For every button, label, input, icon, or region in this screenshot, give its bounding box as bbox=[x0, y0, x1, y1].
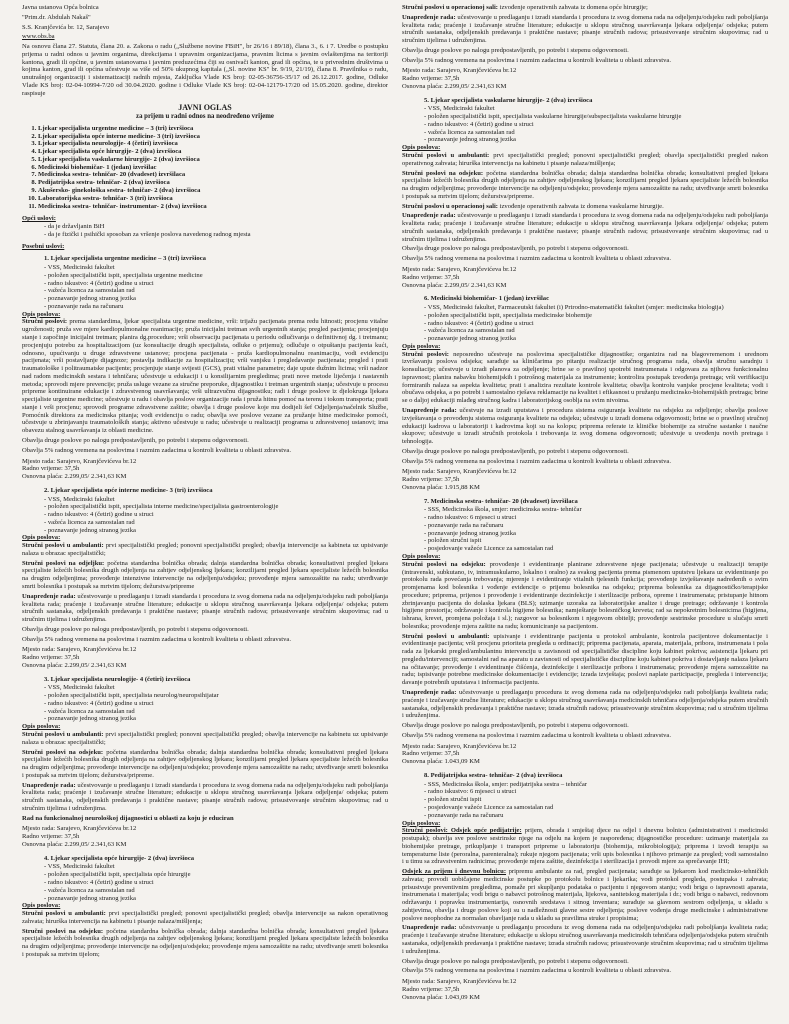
duties-paragraph bbox=[402, 924, 768, 955]
duties-paragraph bbox=[402, 170, 768, 201]
duties-paragraph bbox=[402, 633, 768, 687]
work-hours: Radno vrijeme: 37,5h bbox=[22, 654, 80, 662]
duties-lead: Stručni poslovi na odsjeku: bbox=[402, 560, 486, 568]
position-7-title: 7. Medicinska sestra- tehničar- 20 (dvadeset) izvršilaca bbox=[424, 497, 578, 505]
condition-item: - radno iskustvo: 4 (četiri) godine u struci bbox=[44, 511, 388, 519]
other-duties: Obavlja druge poslove po nalogu predpostavljenih, po potrebi i stepenu odgovornosti. bbox=[402, 722, 629, 730]
work-place: Mjesto rada: Sarajevo, Kranjčevićeva br.12 bbox=[22, 825, 137, 833]
duties-lead: Stručni poslovi na odsjeku: bbox=[402, 169, 484, 177]
position-1-meta bbox=[22, 458, 388, 481]
duties-lead: Stručni poslovi u ambulanti: bbox=[22, 910, 106, 918]
position-5-title: 5. Ljekar specijalista vaskularne hirurgije- 2 (dva) izvršioca bbox=[424, 96, 593, 104]
duties-text: učestvuje na izradi uputstava i procedura sistema osiguranja kvalitete na odsjeku za odjeljenje; obavlja poslove izvještavanja o provođenju sistema osiguranja kvalitete na odsjeku; učestvuje u izradi domena odgovornosti; brine se o pravilnoj stručnoj edukaciji kadrova u laboratoriji i kadrovima koji su na kolopu; priprema referate iz kliničke biohemije za stručne sastanke i naučne skupove; učestvuje u izradi stručnih protokola i trebovanja iz svog domena odgovornosti; učestvuje u uvođenju novih pretraga i tehnologija. bbox=[402, 406, 768, 446]
quality-duties: Obavlja 5% radnog vremena na poslovima i razmim zadacima u kontroli kvaliteta u oblasti zdravstva. bbox=[402, 967, 671, 975]
general-conditions-heading: Opći uslovi: bbox=[22, 215, 56, 223]
quality-duties: Obavlja 5% radnog vremena na poslovima i razmim zadacima u kontroli kvaliteta u oblasti zdravstva. bbox=[22, 446, 291, 454]
position-1-conditions bbox=[44, 264, 388, 311]
left-column bbox=[22, 4, 388, 1024]
quality-duties: Obavlja 5% radnog vremena na poslovima i razmim zadacima u kontroli kvaliteta u oblasti zdravstva. bbox=[402, 731, 671, 739]
position-8-conditions bbox=[424, 781, 768, 820]
other-duties: Obavlja druge poslove po nalogu predpostavljenih, po potrebi i stepenu odgovornosti. bbox=[402, 447, 629, 455]
condition-item: - položen specijalistički ispit, specijalista medicinske biohemije bbox=[424, 312, 768, 320]
duties-lead: Unapređenje rada: bbox=[22, 592, 76, 600]
position-3-title: 3. Ljekar specijalista neurologije- 4 (četiri) izvršioca bbox=[44, 675, 191, 683]
header-line: "Prim.dr. Abdulah Nakaš" bbox=[22, 13, 91, 21]
duties-text: prvi specijalistički pregled; ponovni specijalistički pregled; obavlja intervencije na kabinetu uz upisivanje nalaza u obrazac specijalistički; bbox=[22, 731, 388, 746]
condition-item: - poznavanje rada na računaru bbox=[424, 812, 768, 820]
base-salary: Osnovna plaća: 2.299,05/ 2.341,63 KM bbox=[22, 473, 127, 481]
condition-item: - SSS, Medicinska škola, smjer: medicinska sestra- tehničar bbox=[424, 506, 768, 514]
position-6-meta bbox=[402, 468, 768, 491]
duties-lead: Unapređenje rada: bbox=[402, 13, 456, 21]
duties-text: učestvovanje u predlaganju procedura iz svog domena rada na odjeljenju/odsjeku radi poboljšanja kvaliteta rada; praćenje i izučavanje stručne literature; edukacije u sklopu stručnog usavršavanja medicinskih tehničara odjeljenja/odsjeka putem stručnih sastanaka, odjeljenskih predavanja i praktične nastave; izrada stručnih radova; prisustvovanje stručnim skupovima; rad u stručnim tijelima i udruženjima. bbox=[402, 689, 768, 720]
condition-item: - radno iskustvo: 6 mjeseci u struci bbox=[424, 788, 768, 796]
duties-text: učestvovanje u predlaganju i izradi standarda i procedura iz svog domena rada na odjeljenju/odsjeku radi poboljšanja kvaliteta rada; praćenje i izučavanje stručne literature; edukacije u sklopu stručnog usavršavanja ljekara odjeljenja/ odsjeka; putem stručnih sastanaka, odjeljenskih predavanja i praktične nastave; pisanje stručnih radova; prisustvovanje stručnim skupovima; rad u stručnim tijelima i udruženjima. bbox=[22, 592, 388, 624]
duties-heading: Opis poslova: bbox=[402, 553, 441, 560]
duties-text: upisivanje i evidentiranje pacijenta u protokol ambulante, kontrola pacijentove dokumentacije i evidentiranje pacijenta; vrši procjenu prioriteta pregleda u ordinaciji; priprema pacijenata, aparata, materijala, pribora, instrumenata i pola rada za ljekarski pregled/ambulantnu intervenciju u zavisnosti od specijalističke discipline koju kabinet pokriva; asistencija ljekaru pri pregledu/intervenciji; samostalni rad na aparatu u zavisnosti od specijalističke discipline koju kabinet pokriva i dostavljanje nalaza ljekaru na očitavanje; provođenje i evidentiranje čišćenja, dezinfekcije i sterilizacije pribora i instrumenata; provođenje mjera samozaštite na radu; ispisivanje potrebne medicinske dokumentacije i evidencije; izrada izvještaja; poslovi naplate participacije, pregleda i intervencija; davanje potrebnih uputstava i informacija pacijentu. bbox=[402, 632, 768, 687]
duties-paragraph bbox=[22, 782, 388, 813]
position-item: 4. Ljekar specijalista opće hirurgije- 2 (dva) izvršioca bbox=[38, 148, 388, 156]
condition-item: - radno iskustvo: 4 (četiri) godine u struci bbox=[424, 320, 768, 328]
duties-heading: Opis poslova: bbox=[22, 902, 61, 910]
condition-item: - važeća licenca za samostalan rad bbox=[44, 708, 388, 716]
condition-item: - radno iskustvo: 6 mjeseci u struci bbox=[424, 514, 768, 522]
duties-text: učestvovanje u predlaganju i izradi standarda i procedura iz svog domena rada na odjeljenju/odsjeku radi poboljšanja kvaliteta rada; praćenje i izučavanje stručne literature; edukacije u sklopu stručnog usavršavanja ljekara odjeljenja/ odsjeka; putem stručnih sastanaka, odjeljenskih predavanja i praktične nastave; pisanje stručnih radova; prisustvovanje stručnim skupovima; rad u stručnim tijelima i udruženjima. bbox=[22, 781, 388, 812]
duties-lead: Unapređenje rada: bbox=[402, 406, 457, 414]
position-item: 2. Ljekar specijalista opće interne medicine- 3 (tri) izvršioca bbox=[38, 133, 388, 141]
work-place: Mjesto rada: Sarajevo, Kranjčevićeva br.12 bbox=[22, 457, 137, 465]
condition-item: - radno iskustvo: 4 (četiri) godine u struci bbox=[424, 121, 768, 129]
base-salary: Osnovna plaća: 1.915,88 KM bbox=[402, 483, 480, 491]
general-conditions-list bbox=[44, 223, 388, 239]
condition-item: - položen stručni ispit bbox=[424, 796, 768, 804]
condition-item: - radno iskustvo: 4 (četiri) godine u struci bbox=[44, 280, 388, 288]
duties-text: prijem, obrada i smještaj djece na odjel i dnevnu bolnicu (administrativni i medicinski postupak); obavlja sve poslove sestrinske njege na odjelu na kojem je raspoređena; dijagnostičke procedure: uzimanje materijala za biohemijske pretrage, prikupljanje i transport pripreme u laboratoriju (biohemija, mikrobiologija); priprema i izvodi terapiju sa temperaturne liste (peroralna, parenteralna); rukuje njegom pacijenata; vrši upis bolesnika i njihovo primanje za pregled; vodi samostalno i u timu sa zdravstvenim radnicima; provođenje mjera zaštite, dezinfekcija i sterilizacija i provodi mjere za sprečavanje IHI; bbox=[402, 827, 768, 866]
header-line: Javna ustanova Opća bolnica bbox=[22, 4, 99, 11]
condition-item: - položen specijalistički ispit, specijalista opće hirurgije bbox=[44, 871, 388, 879]
duties-paragraph bbox=[22, 542, 388, 558]
position-5-conditions bbox=[424, 105, 768, 144]
duties-lead: Unapređenje rada: bbox=[402, 689, 457, 697]
duties-paragraph bbox=[22, 318, 388, 434]
work-place: Mjesto rada: Sarajevo, Kranjčevićeva br.12 bbox=[402, 742, 517, 750]
condition-item: - važeća licenca za samostalan rad bbox=[424, 327, 768, 335]
position-3-meta bbox=[22, 825, 388, 848]
condition-item: - važeća licenca za samostalan rad bbox=[424, 129, 768, 137]
duties-lead: Stručni poslovi u ambulanti: bbox=[402, 632, 490, 640]
condition-item: - položen specijalistički ispit, specijalista interne medicine/specijalista gastroenterologije bbox=[44, 503, 388, 511]
condition-item: - poznavanje jednog stranog jezika bbox=[44, 527, 388, 535]
condition-item: - poznavanje jednog stranog jezika bbox=[44, 895, 388, 903]
duties-paragraph bbox=[402, 152, 768, 168]
condition-item: - poznavanje jednog stranog jezika bbox=[424, 335, 768, 343]
position-4-meta bbox=[402, 67, 768, 90]
position-7-meta bbox=[402, 743, 768, 766]
duties-lead: Stručni poslovi u ambulanti: bbox=[22, 542, 104, 550]
duties-lead: Stručni poslovi: Odsjek opće pedijatrije: bbox=[402, 827, 522, 835]
position-item: 8. Pedijatrijska sestra- tehničar- 2 (dva) izvršioca bbox=[38, 179, 388, 187]
position-8-title: 8. Pedijatrijska sestra- tehničar- 2 (dva) izvršioca bbox=[424, 771, 563, 779]
duties-lead: Stručni poslovi na odjeljku: bbox=[22, 559, 105, 567]
other-duties: Obavlja druge poslove po nalogu predpostavljenih, po potrebi i stepenu odgovornosti. bbox=[402, 957, 629, 965]
condition-item: - radno iskustvo: 4 (četiri) godine u struci bbox=[44, 700, 388, 708]
duties-paragraph bbox=[402, 212, 768, 243]
duties-paragraph bbox=[402, 14, 768, 45]
duties-heading: Opis poslova: bbox=[402, 342, 441, 350]
duties-paragraph bbox=[402, 689, 768, 720]
base-salary: Osnovna plaća: 1.043,09 KM bbox=[402, 758, 480, 766]
duties-lead: Stručni poslovi u operacionoj sali: bbox=[402, 202, 498, 210]
duties-lead: Unapređenje rada: bbox=[22, 781, 76, 789]
position-item: 11. Medicinska sestra- tehničar- instrumentar- 2 (dva) izvršioca bbox=[38, 203, 388, 211]
position-4-conditions bbox=[44, 863, 388, 902]
duties-text: učestvovanje u predlaganju procedura iz svog domena rada na odjeljenju/odsjeku radi poboljšanja kvaliteta rada; praćenje i izučavanje stručne literature; edukacije u sklopu stručnog usavršavanja medicinskih tehničara odjeljenja/odsjeka putem stručnih sastanaka, odjeljenskih predavanja i praktične nastave; izrada stručnih radova; prisustvovanje stručnim skupovima; rad u stručnim tijelima i udruženjima. bbox=[402, 924, 768, 955]
base-salary: Osnovna plaća: 1.043,09 KM bbox=[402, 993, 480, 1001]
work-place: Mjesto rada: Sarajevo, Kranjčevićeva br.12 bbox=[402, 265, 517, 273]
duties-text: provođenje i evidentiranje planirane zdravstvene njege pacijenata; učestvuje u realizaciji terapije (intravenski, subkutano, iv, intramuskularno, lokalno i oralno) za svakog pacijenta prema pismenom uputstvu ljekara uz evidentiranje po protokolu rada povećanja trebovanja; mjerenje i evidentiranje vitalnih tjelesnih funkcija; provođenje izvještavanje nadređenih o svim promjenama kod bolesnika i vođenje evidencije o prijemu bolesnika na odsjeku; priprema bolesnika za dijagnostičko/terapijske procedure; priprema, prijenos i provođenje i evidentiranje dezinfekcije i sterilizacije pribora, opreme i instrumenata; pristupanje hitnom zbrinjavanju pacijenta do dolaska ljekara (BLS); uzimanje uzoraka za laboratorijske analize i druge pretrage; održavanje i kontrola higijene prostorija; održavanje i kontrola higijene bolesnika; namještanje bolesničkog kreveta; rad sa nepokretnim bolesnicima (higijena, ishrana, krevet, promjena položaja i sl.); razgovor sa bolesnikom i njegovom obitelji; provođenje sestrinske procedure u slučaju smrti bolesnika; provođenje mjera zaštite na radu; komuniciranje sa pacijentom. bbox=[402, 560, 768, 630]
position-item: 5. Ljekar specijalista vaskularne hirurgije- 2 (dva) izvršioca bbox=[38, 156, 388, 164]
right-column bbox=[402, 4, 768, 1024]
condition-item: - da je fizički i psihički sposoban za vršenje poslova navedenog radnog mjesta bbox=[44, 231, 388, 239]
document-subtitle: za prijem u radni odnos na neodređeno vrijeme bbox=[136, 112, 274, 120]
condition-item: - važeća licenca za samostalan rad bbox=[44, 887, 388, 895]
duties-text: početna standardna bolnička obrada; dalnja standardna bolnička obrada; konsultativni pregled ljekara specijaliste ležećih bolesnika drugih odjeljenja na zahtjev odjeljenskog ljekara; konzilijarni pregled ljekara specijaliste ležećih bolesnika na drugim odjeljenjima; provođenje intenzivne intervencije na odjeljenju/odsjeku; provođenje mjera samozaštite na radu; utvrđivanje smrti bolesnika i postupak sa mrtvim tijelom; dežurstva/pripreme bbox=[22, 559, 388, 590]
condition-item: - poznavanje rada na računaru bbox=[44, 303, 388, 311]
duties-paragraph bbox=[22, 593, 388, 624]
duties-text: prvi specijalistički pregled; ponovni specijalistički pregled; obavlja specijalistički pregled nakon operativnog zahvata; hirurška intervencija na kabinetu i pisanje nalaza/mišljenja; bbox=[402, 152, 768, 167]
intro-paragraph: Na osnovu člana 27. Statuta, člana 20. a. Zakona o radu („Službene novine FBiH", br 26/16 i 89/18), člana 3., 6. i 7. Uredbe o postupku prijema u radni odnos u javnim organima, direkcijama i upravnim organizacijama, pravnim licima s javnim ovlaštenjima na teritoriji kantona, gradi ili općine, u javnim ustanovama i javnim preduzećima čiji su osnivači kanton, grad ili općina, te u privrednim društvima u kojima kanton, grad ili općina učestvuje sa više od 50% ukupnog kapitala („Sl. novine KS" br. 9/19, 21/19), člana 8. Pravilnika o radu, unutrašnjoj organizaciji i sistematizaciji radnih mjesta, Zaključka Vlade KS broj: 02-05-36756-35/17 od 26.12.2017. godine, Odluke Vlade KS broj: 02-04-10994-7/20 od 30.04.2020. godine i Odluke Vlade KS broj: 02-04-12179-17/20 od 15.05.2020. godine, direktor raspisuje bbox=[22, 43, 388, 97]
condition-item: - položen specijalistički ispit, specijalista neurolog/neuropsihijatar bbox=[44, 692, 388, 700]
other-duties: Obavlja druge poslove po nalogu predpostavljenih, po potrebi i stepenu odgovornosti. bbox=[402, 245, 629, 253]
duties-paragraph bbox=[402, 407, 768, 446]
work-place: Mjesto rada: Sarajevo, Kranjčevićeva br.12 bbox=[22, 646, 137, 654]
condition-item: - poznavanje jednog stranog jezika bbox=[424, 530, 768, 538]
position-6-conditions bbox=[424, 304, 768, 343]
work-hours: Radno vrijeme: 37,5h bbox=[402, 985, 460, 993]
duties-lead: Odsjek za prijem i dnevnu bolnicu: bbox=[402, 868, 507, 876]
condition-item: - poznavanje jednog stranog jezika bbox=[44, 295, 388, 303]
duties-text: pripremu ambulante za rad, pregled pacijenata; sarađuje sa ljekarom kod medicinsko-tehničkih zahvata; provodi uobičajene medicinske postupke po protokolu bolnice i ljekarika; vodi protokol pregleda, postupaka i zahvata; prisustvuje preventivnim pregledima, pomaže pri skupljanju podataka o pacijentu i njegovom stanju; vodi brigu o ispravnosti aparata, instrumenata i materijala; vodi brigu o nabavci potrošnog materijala, lijekova, sanitetskog materijala i dr.; vodi brigu o nabavci, redovnom održavanju i popravku instrumentarija, osnovnih sredstava i sitnog inventara; surađuje sa glavnom sestrom odjeljenja, u skladu s zahtjevima, obavlja i druge poslove koji su u nadležnosti glavne sestre odjeljenja; poslove vođenja druge medicinske i administrativne poslove neophodne za normalan obavljanje rada u skladu sa pravilima struke i propisima; bbox=[402, 868, 768, 922]
duties-paragraph bbox=[22, 910, 388, 926]
duties-lead: Stručni poslovi: bbox=[402, 350, 449, 358]
duties-heading: Opis poslova: bbox=[22, 310, 61, 318]
quality-duties: Obavlja 5% radnog vremena na poslovima i razmim zadacima u kontroli kvaliteta u oblasti zdravstva. bbox=[402, 255, 671, 263]
condition-item: - VSS, Medicinski fakultet, Farmaceutski fakultet (i) Prirodno-matematički fakultet (smjer: medicinska biologija) bbox=[424, 304, 768, 312]
base-salary: Osnovna plaća: 2.299,05/ 2.341,63 KM bbox=[402, 281, 507, 289]
base-salary: Osnovna plaća: 2.299,05/ 2.341,63 KM bbox=[22, 840, 127, 848]
position-2-meta bbox=[22, 646, 388, 669]
duties-text: neposredno učestvuje na poslovima specijalističke dijagnostike; organizira rad na blagovremenom i urednom izvršavanju poslova odsjeka; sarađuje sa kliničarima po pitanju realizacije stručnog programa rada, obavlja stručnu saradnju i konsultacije; učestvuje u izradi planova za odjeljenje; brine se o pravilnoj upotrebi instrumenata i odgovara za njihovu funkcionalnu ispravnost; planira nabavku biohemijskih i potrošnog materijala za instrumente; kontrolira postupak izvođenja pretraga; vrši verifikaciju formiranih nalaza sa aspekta kvaliteta; prati i analizira rezultate kontrole kvaliteta; obavlja kontrolu vanjske procjene kvaliteta; vodi i obučava odsjeka, a po potrebi i samostalno rješava reklamacije na kvalitet i efikasnost u pružanju medicinsko-biohemijskih pretraga; brine se o daljoj edukaciji mlađeg stručnog kadra i laboratorijskog osoblja na svim nivoima. bbox=[402, 350, 768, 405]
duties-paragraph bbox=[402, 827, 768, 866]
quality-duties: Obavlja 5% radnog vremena na poslovima i razmim zadacima u kontroli kvaliteta u oblasti zdravstva. bbox=[402, 457, 671, 465]
position-2-conditions bbox=[44, 496, 388, 535]
duties-extra: Rad na funkcionalnoj neurološkoj dijagnostici u oblasti za koju je educiran bbox=[22, 814, 234, 822]
special-conditions-heading: Posebni uslovi: bbox=[22, 242, 65, 250]
position-item: 9. Akušersko- ginekološka sestra- tehničar- 2 (dva) izvršioca bbox=[38, 187, 388, 195]
condition-item: - poznavanje jednog stranog jezika bbox=[424, 136, 768, 144]
header-line: S.S. Kranjčevića br. 12, Sarajevo bbox=[22, 23, 110, 31]
institution-header bbox=[22, 4, 388, 41]
duties-text: prema standardima, ljekar specijalista urgentne medicine, vrši: trijažu pacijenata prema redu hitnosti; procjenu vitalne ugroženosti; pruža sve mjere kardiopulmonalne reanimacije; pruža inicijalni tretman svih urgentnih stanja; pregled pacijenta; procjenjuju stanje i započinje inicijalni tretman; planira dg.procedure; vrši observaciju pacijenata u periodu odlučivanja o definitivnoj dg. i tretmanu; procjenjuju potrebu za hospitalizacijom (uz konsultacije drugih specijalista, odluke o prijemu); odlučuje o otpuštanju pacijenta kući, odnosno, upućivanju u druge zdravstvene ustanove; procjena pacijenata - pruža kardiopulmonalnu reanimaciju, vodi evidenciju pacijenata; vrši postavljanje dijagnoze; postavlja indikacije za hospitalizaciju; vrši vanjsku i pregledavanje pacijenata; pregled i prati traumatološke i politraumatske pacijente; procjenjuje stanje svijesti (GCS), prati vitalne parametre; daje upute dužnim licima; vrši nadzor nad radom medicinskih sestara i tehničara; učestvuje u edukaciji i u konsilijarnim pregledima; prati nove metode liječenja i nastavnih metoda; sprovodi mjere prevencije; pruža usluge vezane za stručne preporuke, dijagnostiku i tretman urgentnih stanja; učestvuje u procesu pripreme kontinuirane edukacije i zdravstvenog usavršavanja; vrši ultrazvučnu dijagnostiku; radi i druge poslove iz djelokruga ljekara specijaliste urgentne medicine; učestvuje u radu i obavlja poslove organizacije rada i pruža hitnu pomoć na terenu i tokom transporta; prati stanje i vrši procjenu; sprovodi programe zdravstvene zaštite; obavlja i druge poslove koje mu dodijeli šef Odjeljenja/načelnik Službe, Pomoćnik direktora za medicinska pitanja; vodi evidenciju o radu; obavlja sve poslove vezane za pružanje hitne medicinske pomoći, učestvuje u zbrinjavanju traumatoloških stanja; aktivno učestvuje u radu; učestvuje u realizaciji programa u zdravstvenoj ustanovi; ima obavezu stalnog usavršavanja iz oblasti medicine. bbox=[22, 318, 388, 435]
position-item: 6. Medicinski biohemičar- 1 (jedan) izvršilac bbox=[38, 164, 388, 172]
position-4-title: 4. Ljekar specijalista opće hirurgije- 2 (dva) izvršioca bbox=[44, 854, 195, 862]
condition-item: - važeća licenca za samostalan rad bbox=[44, 519, 388, 527]
condition-item: - posjedovanje važeće Licence za samostalan rad bbox=[424, 545, 768, 553]
duties-heading: Opis poslova: bbox=[22, 723, 61, 731]
duties-lead: Unapređenje rada: bbox=[402, 212, 456, 220]
duties-text: početna standardna bolnička obrada; dalnja standardna bolnička obrada; konsultativni pregled ljekara specijaliste ležećih bolesnika drugih odjeljenja na zahtjev odjeljenskog ljekara; konzilijarni pregled ljekara specijaliste ležećih bolesnika na drugim odjeljenjima; provođenje intervencije na odjeljenju/odsjeku; provođenje mjera samozaštite na radu; utvrđivanje smrti bolesnika i postupak sa mrtvim tijelom; dežurstva/pripreme. bbox=[22, 748, 388, 779]
position-item: 7. Medicinska sestra- tehničar- 20 (dvadeset) izvršilaca bbox=[38, 171, 388, 179]
position-item: 1. Ljekar specijalista urgentne medicine – 3 (tri) izvršioca bbox=[38, 125, 388, 133]
duties-text: učestvovanje u predlaganju i izradi standarda i procedura iz svog domena rada na odjeljenju/odsjeku radi poboljšanja kvaliteta rada; praćenje i izučavanje stručne literature; edukacije u sklopu stručnog usavršavanja ljekara odjeljenja/ odsjeka; putem stručnih sastanaka, odjeljenskih predavanja i praktične nastave; pisanje stručnih radova; prisustvovanje stručnim skupovima; rad u stručnim tijelima i udruženjima. bbox=[402, 13, 768, 45]
base-salary: Osnovna plaća: 2.299,05/ 2.341,63 KM bbox=[22, 661, 127, 669]
duties-text: prvi specijalistički pregled; ponovni specijalistički pregled; obavlja intervencije sa nakon operativnog zahvata; hirurška intervencija na kabinetu i pisanje nalaza/mišljenja; bbox=[22, 910, 388, 925]
duties-heading: Opis poslova: bbox=[402, 144, 441, 152]
duties-text: početna standardna bolnička obrada; dalnja standardna bolnička obrada; konsultativni pregled ljekara specijaliste ležećih bolesnika drugih odjeljenja na zahtjev odjeljenskog ljekara; konzilijarni pregled ljekara specijaliste ležećih bolesnika na drugim odjeljenjima; provođenje intervencije na odjeljenju/odsjeku; provođenje mjera samozaštite na radu; utvrđivanje smrti bolesnika i postupak sa mrtvim tijelom; bbox=[22, 927, 388, 958]
condition-item: - VSS, Medicinski fakultet bbox=[44, 684, 388, 692]
work-hours: Radno vrijeme: 37,5h bbox=[402, 476, 460, 484]
positions-list bbox=[38, 125, 388, 210]
work-hours: Radno vrijeme: 37,5h bbox=[22, 833, 80, 841]
other-duties: Obavlja druge poslove po nalogu predpostavljenih, po potrebi i stepenu odgovornosti. bbox=[22, 436, 249, 444]
document-title: JAVNI OGLAS bbox=[178, 103, 232, 113]
duties-paragraph bbox=[22, 731, 388, 747]
condition-item: - položen specijalistički ispit, specijalista vaskularne hirurgije/subspecijalista vaskularne hirurgije bbox=[424, 113, 768, 121]
work-hours: Radno vrijeme: 37,5h bbox=[402, 273, 460, 281]
condition-item: - VSS, Medicinski fakultet bbox=[44, 863, 388, 871]
condition-item: - položen specijalistički ispit, specijalista urgentne medicine bbox=[44, 272, 388, 280]
duties-lead: Stručni poslovi na odsjeku: bbox=[22, 927, 104, 935]
work-place: Mjesto rada: Sarajevo, Kranjčevićeva br.12 bbox=[402, 468, 517, 476]
duties-text: početna standardna bolnička obrada; dalnja standardna bolnička obrada; konsultativni pregled ljekara specijaliste ležećih bolesnika drugih odjeljenja na zahtjev odjeljenskog ljekara; konzilijarni pregled ljekara specijaliste ležećih bolesnika na drugim odjeljenjima; provođenje intervencije na odjeljenju/odsjeku; provođenje mjera samozaštite na radu; utvrđivanje smrti bolesnika i postupak sa mrtvim tijelom; dežurstva/pripreme. bbox=[402, 169, 768, 200]
duties-paragraph bbox=[402, 561, 768, 631]
quality-duties: Obavlja 5% radnog vremena na poslovima i razmim zadacima u kontroli kvaliteta u oblasti zdravstva. bbox=[22, 635, 291, 643]
condition-item: - VSS, Medicinski fakultet bbox=[44, 264, 388, 272]
work-hours: Radno vrijeme: 37,5h bbox=[22, 465, 80, 473]
duties-paragraph bbox=[22, 560, 388, 591]
other-duties: Obavlja druge poslove po nalogu predpostavljenih, po potrebi i stepenu odgovornosti. bbox=[22, 625, 249, 633]
condition-item: - važeća licenca za samostalan rad bbox=[44, 287, 388, 295]
position-3-conditions bbox=[44, 684, 388, 723]
condition-item: - VSS, Medicinski fakultet bbox=[424, 105, 768, 113]
condition-item: - radno iskustvo: 4 (četiri) godine u struci bbox=[44, 879, 388, 887]
duties-text: izvođenje operativnih zahvata iz domena vaskularne hirurgije. bbox=[499, 202, 664, 210]
duties-heading: Opis poslova: bbox=[402, 819, 441, 827]
condition-item: - položen stručni ispit bbox=[424, 537, 768, 545]
duties-lead: Stručni poslovi na odsjeku: bbox=[22, 748, 104, 756]
position-2-title: 2. Ljekar specijalista opće interne medicine- 3 (tri) izvršioca bbox=[44, 486, 213, 494]
work-hours: Radno vrijeme: 37,5h bbox=[402, 75, 460, 83]
position-item: 3. Ljekar specijalista neurologije- 4 (četiri) izvršioca bbox=[38, 140, 388, 148]
duties-lead: Stručni poslovi u operacionoj sali: bbox=[402, 4, 498, 11]
position-8-meta bbox=[402, 978, 768, 1001]
condition-item: - poznavanje jednog stranog jezika bbox=[44, 715, 388, 723]
duties-paragraph bbox=[22, 928, 388, 959]
work-hours: Radno vrijeme: 37,5h bbox=[402, 750, 460, 758]
duties-paragraph bbox=[22, 749, 388, 780]
condition-item: - SSS, Medicinska škola, smjer: pedijatrijska sestra – tehničar bbox=[424, 781, 768, 789]
position-5-meta bbox=[402, 266, 768, 289]
base-salary: Osnovna plaća: 2.299,05/ 2.341,63 KM bbox=[402, 82, 507, 90]
duties-text: učestvovanje u predlaganju i izradi standarda i procedura iz svog domena rada na odjeljenju/odsjeku radi poboljšanja kvaliteta rada; praćenje i izučavanje stručne literature; edukacije u sklopu stručnog usavršavanja ljekara odjeljenja/ odsjeka; putem stručnih sastanaka, odjeljenskih predavanja i praktične nastave; pisanje stručnih radova; prisustvovanje stručnim skupovima; rad u stručnim tijelima i udruženjima. bbox=[402, 212, 768, 243]
duties-paragraph bbox=[402, 351, 768, 405]
position-6-title: 6. Medicinski biohemičar- 1 (jedan) izvršilac bbox=[424, 295, 550, 303]
duties-paragraph bbox=[402, 868, 768, 922]
duties-text: izvođenje operativnih zahvata iz domena opće hirurgije; bbox=[499, 4, 648, 11]
position-1-title: 1. Ljekar specijalista urgentne medicine – 3 (tri) izvršioca bbox=[44, 255, 206, 263]
condition-item: - posjedovanje važeće Licence za samostalan rad bbox=[424, 804, 768, 812]
duties-lead: Stručni poslovi u ambulanti: bbox=[22, 731, 104, 738]
position-item: 10. Laboratorijska sestra- tehničar- 3 (tri) izvršioca bbox=[38, 195, 388, 203]
duties-paragraph bbox=[402, 4, 768, 12]
condition-item: - da je državljanin BiH bbox=[44, 223, 388, 231]
work-place: Mjesto rada: Sarajevo, Kranjčevićeva br.12 bbox=[402, 978, 517, 986]
duties-lead: Unapređenje rada: bbox=[402, 924, 457, 932]
duties-heading: Opis poslova: bbox=[22, 534, 61, 542]
duties-paragraph bbox=[402, 203, 768, 211]
condition-item: - VSS, Medicinski fakultet bbox=[44, 496, 388, 504]
work-place: Mjesto rada: Sarajevo, Kranjčevićeva br.12 bbox=[402, 67, 517, 75]
position-7-conditions bbox=[424, 506, 768, 553]
condition-item: - poznavanje rada na računaru bbox=[424, 522, 768, 530]
website-link[interactable]: www.obs.ba bbox=[22, 33, 55, 41]
duties-lead: Stručni poslovi: bbox=[22, 318, 68, 326]
other-duties: Obavlja druge poslove po nalogu predpostavljenih, po potrebi i stepenu odgovornosti. bbox=[402, 46, 629, 54]
duties-lead: Stručni poslovi u ambulanti: bbox=[402, 152, 490, 160]
duties-text: prvi specijalistički pregled; ponovni specijalistički pregled; obavlja intervencije sa kabineta uz upisivanje nalaza u obrazac specijalistički; bbox=[22, 542, 388, 557]
quality-duties: Obavlja 5% radnog vremena na poslovima i razmim zadacima u kontroli kvaliteta u oblasti zdravstva. bbox=[402, 56, 671, 64]
